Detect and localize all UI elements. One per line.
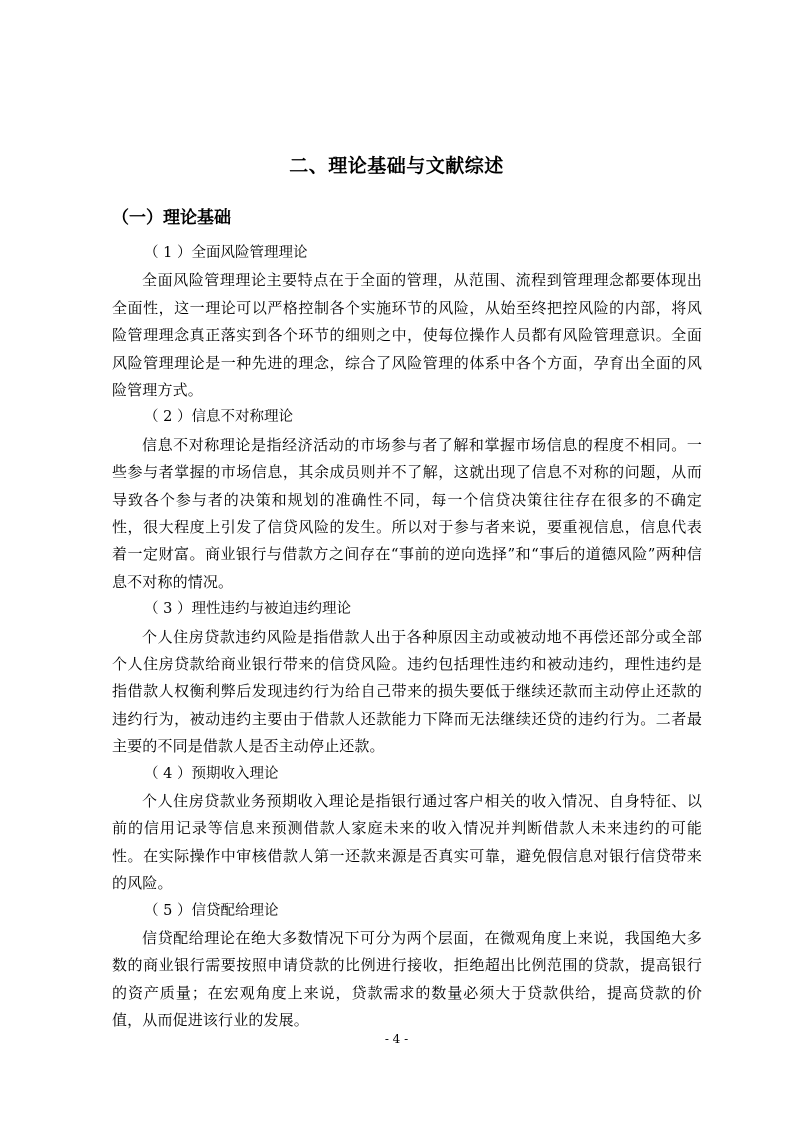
subsection-heading-2: （ 2 ）信息不对称理论 bbox=[144, 409, 293, 426]
subsection-heading-3: （ 3 ）理性违约与被迫违约理论 bbox=[144, 601, 351, 618]
chapter-title: 二、理论基础与文献综述 bbox=[289, 155, 504, 177]
subsection-paragraph-5: 信贷配给理论在绝大多数情况下可分为两个层面，在微观角度上来说，我国绝大多数的商业银行需要按照申请贷款的比例进行接收，拒绝超出比例范围的贷款，提高银行的资产质量；在宏观角度上来说，贷款需求的数量必须大于贷款供给，提高贷款的价值，从而促进该行业的发展。 bbox=[112, 929, 702, 1030]
subsection-heading-5: （ 5 ）信贷配给理论 bbox=[144, 902, 279, 919]
subsection-paragraph-3: 个人住房贷款违约风险是指借款人出于各种原因主动或被动地不再偿还部分或全部个人住房贷款给商业银行带来的信贷风险。违约包括理性违约和被动违约，理性违约是指借款人权衡利弊后发现违约行为给自己带来的损失要低于继续还款而主动停止还款的违约行为，被动违约主要由于借款人还款能力下降而无法继续还贷的违约行为。二者最主要的不同是借款人是否主动停止还款。 bbox=[112, 627, 702, 756]
page-number: - 4 - bbox=[384, 1032, 409, 1046]
subsection-paragraph-2: 信息不对称理论是指经济活动的市场参与者了解和掌握市场信息的程度不相同。一些参与者掌握的市场信息，其余成员则并不了解，这就出现了信息不对称的问题，从而导致各个参与者的决策和规划的准确性不同，每一个信贷决策往往存在很多的不确定性，很大程度上引发了信贷风险的发生。所以对于参与者来说，要重视信息，信息代表着一定财富。商业银行与借款方之间存在“事前的逆向选择”和“事后的道德风险”两种信息不对称的情况。 bbox=[112, 435, 702, 591]
section-title: （一）理论基础 bbox=[112, 208, 231, 228]
subsection-paragraph-4: 个人住房贷款业务预期收入理论是指银行通过客户相关的收入情况、自身特征、以前的信用记录等信息来预测借款人家庭未来的收入情况并判断借款人未来违约的可能性。在实际操作中审核借款人第一还款来源是否真实可靠，避免假信息对银行信贷带来的风险。 bbox=[112, 792, 702, 893]
subsection-heading-1: （ 1 ）全面风险管理理论 bbox=[144, 245, 308, 261]
subsection-heading-4: （ 4 ）预期收入理论 bbox=[144, 765, 279, 782]
body-text bbox=[112, 240, 702, 1035]
subsection-paragraph-1: 全面风险管理理论主要特点在于全面的管理，从范围、流程到管理理念都要体现出全面性，这一理论可以严格控制各个实施环节的风险，从始至终把控风险的内部，将风险管理理念真正落实到各个环节的细则之中，使每位操作人员都有风险管理意识。全面风险管理理论是一种先进的理念，综合了风险管理的体系中各个方面，孕育出全面的风险管理方式。 bbox=[112, 271, 702, 400]
